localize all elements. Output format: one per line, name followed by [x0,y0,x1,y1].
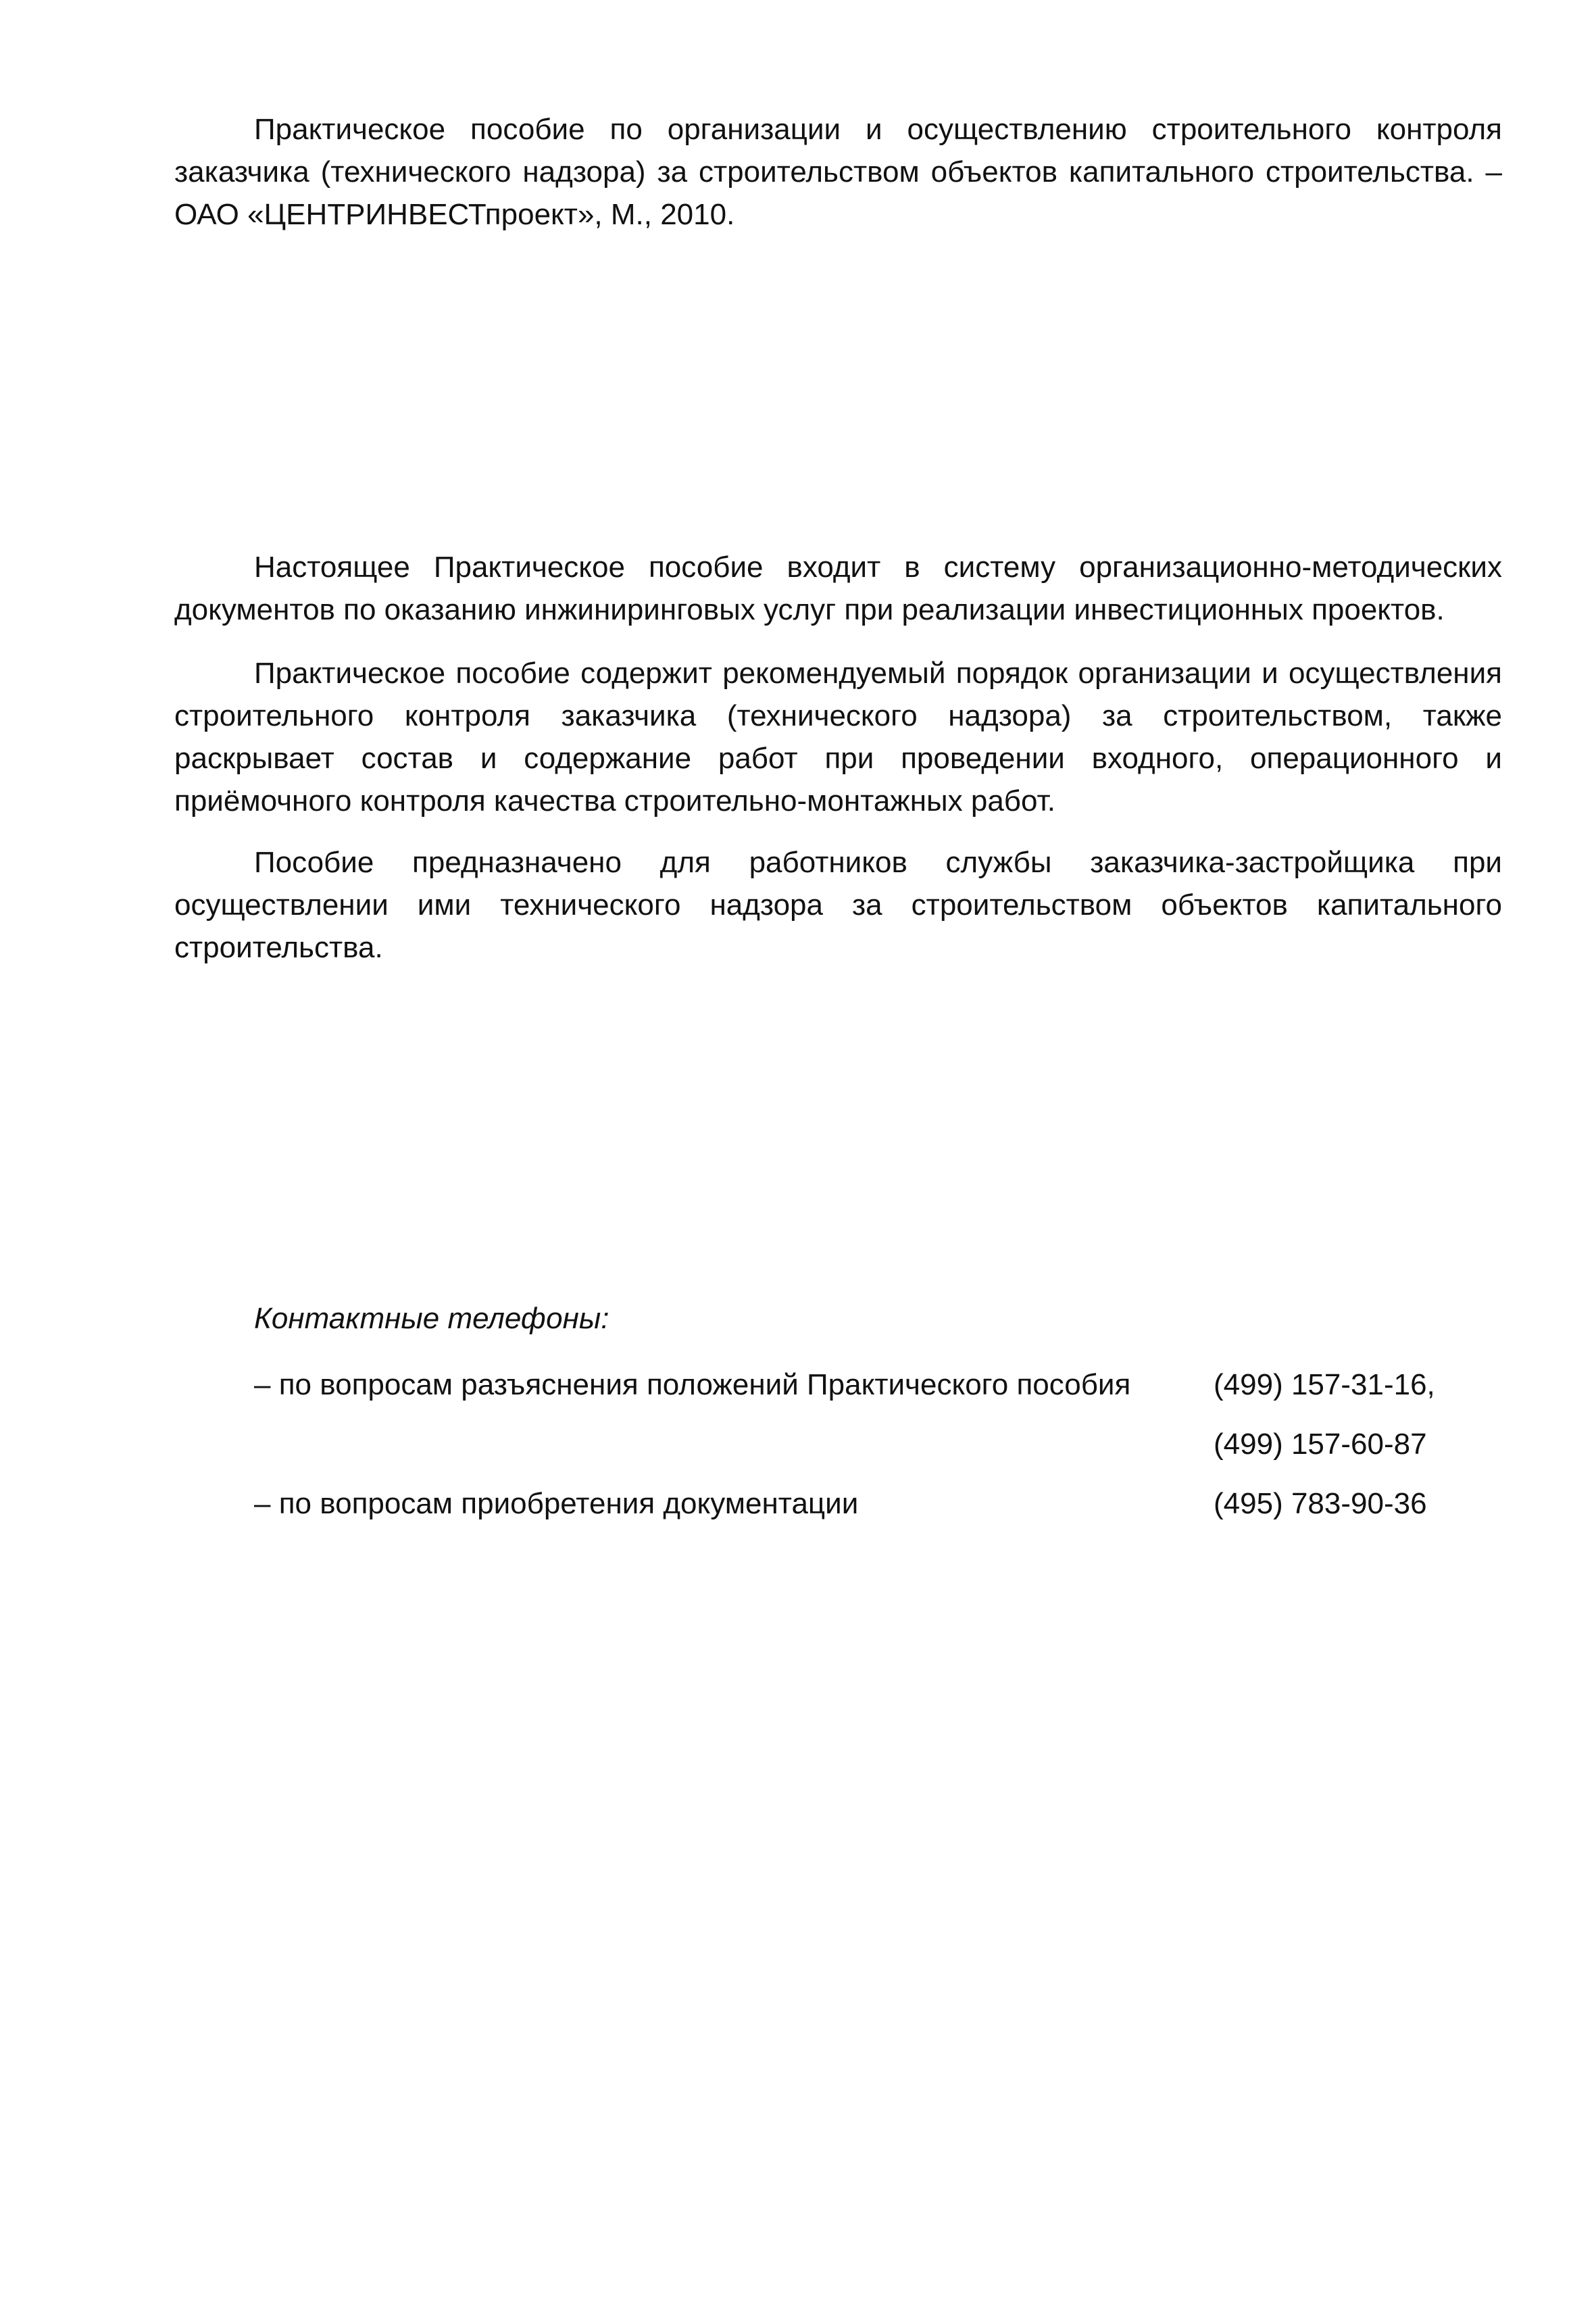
contacts-heading: Контактные телефоны: [254,1302,609,1335]
contact-row [254,1474,1470,1534]
description-paragraph: Настоящее Практическое пособие входит в систему организационно-методических документов по оказанию инжиниринговых услуг при реализации инвестиционных проектов. [174,551,1502,626]
contact-row [254,1355,1470,1415]
contacts-section [254,1297,1470,1534]
contact-phone: (499) 157-31-16, [1214,1368,1435,1401]
contact-row [254,1415,1470,1474]
contact-topic: – по вопросам разъяснения положений Практического пособия [254,1368,1131,1401]
description-paragraph: Практическое пособие содержит рекомендуемый порядок организации и осуществления строительного контроля заказчика (технического надзора) за строительством, также раскрывает состав и содержание работ при проведении входного, операционного и приёмочного контроля качества строительно-монтажных работ. [174,657,1502,818]
contact-topic: – по вопросам приобретения документации [254,1487,859,1520]
contact-phone: (499) 157-60-87 [1214,1428,1427,1461]
bibliographic-citation: Практическое пособие по организации и осуществлению строительного контроля заказчика (технического надзора) за строительством объектов капитального строительства. – ОАО «ЦЕНТРИНВЕСТпроект», М., 2010. [174,113,1502,231]
contact-phone: (495) 783-90-36 [1214,1487,1427,1520]
contact-topic [254,1415,1214,1474]
description-paragraph: Пособие предназначено для работников службы заказчика-застройщика при осуществлении ими технического надзора за строительством объектов капитального строительства. [174,846,1502,964]
